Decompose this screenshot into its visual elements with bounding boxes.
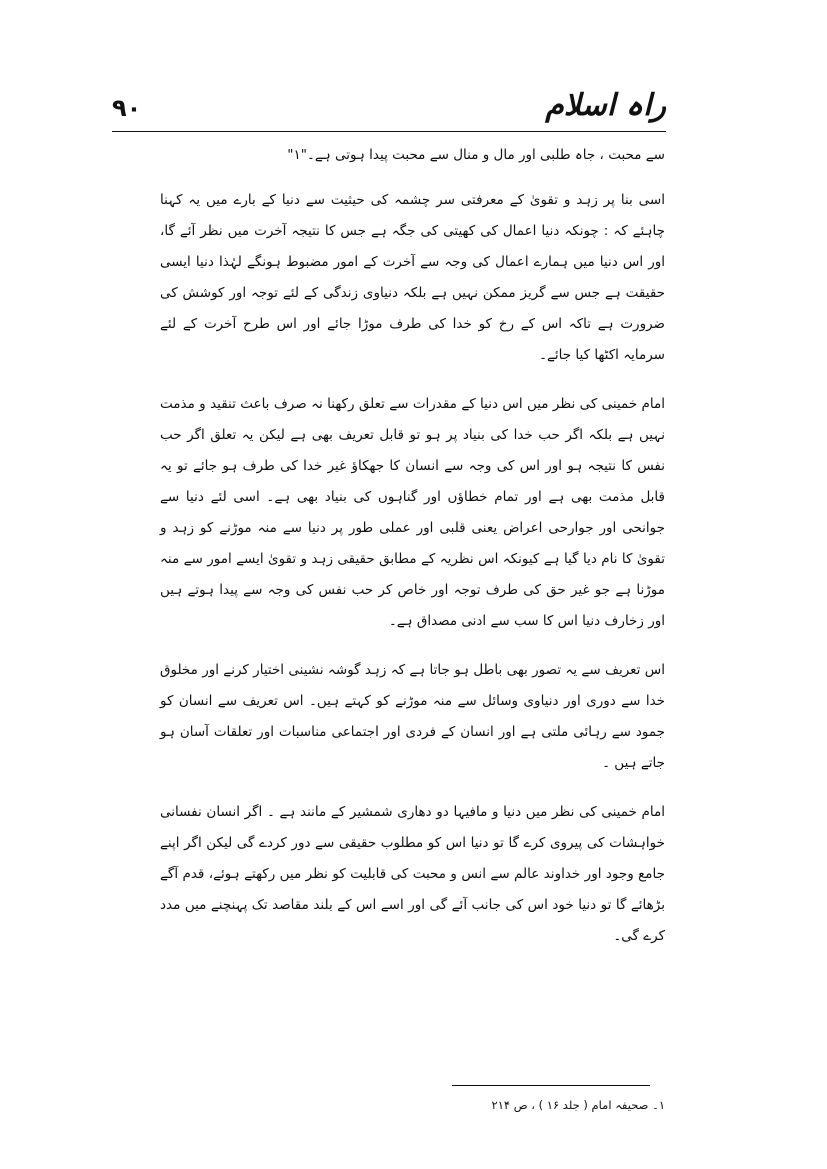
- paragraph: امام خمینی کی نظر میں اس دنیا کے مقدرات سے تعلق رکھنا نہ صرف باعث تنقید و مذمت نہیں ہے بلکہ اگر حب خدا کی بنیاد پر ہو تو قابل تعریف بھی ہے لیکن یہ تعلق اگر حب نفس کا نتیجہ ہو اور اس کی وجہ سے انسان کا جھکاؤ غیر خدا کی طرف ہو جائے تو یہ قابل مذمت بھی ہے اور تمام خطاؤں اور گناہوں کی بنیاد بھی ہے۔ اسی لئے دنیا سے جوانحی اور جوارحی اعراض یعنی قلبی اور عملی طور پر دنیا سے منہ موڑنے کو زہد و تقویٰ کا نام دیا گیا ہے کیونکہ اس نظریہ کے مطابق حقیقی زہد و تقویٰ ایسے امور سے منہ موڑنا ہے جو غیر حق کی طرف توجہ اور خاص کر حب نفس کی وجہ سے پیدا ہوتے ہیں اور زخارف دنیا اس کا سب سے ادنی مصداق ہے۔: [160, 396, 665, 629]
- paragraph: امام خمینی کی نظر میں دنیا و مافیہا دو دھاری شمشیر کے مانند ہے ۔ اگر انسان نفسانی خواہشات کی پیروی کرے گا تو دنیا اس کو مطلوب حقیقی سے دور کردے گی لیکن اگر اپنے جامع وجود اور خداوند عالم سے انس و محبت کی قابلیت کو نظر میں رکھتے ہوئے، قدم آگے بڑھائے گا تو دنیا خود اس کی جانب آئے گی اور اسے اس کے بلند مقاصد تک پہنچنے میں مدد کرے گی۔: [160, 804, 665, 944]
- header-divider: [112, 131, 666, 132]
- paragraph: سے محبت ، جاہ طلبی اور مال و منال سے محبت پیدا ہوتی ہے۔"۱": [287, 147, 665, 163]
- book-title: راہ اسلام: [545, 88, 666, 123]
- page-header: [112, 88, 666, 132]
- paragraph: اسی بنا پر زہد و تقویٰ کے معرفتی سر چشمہ کی حیثیت سے دنیا کے بارے میں یہ کہنا چاہئے کہ : چونکہ دنیا اعمال کی کھیتی کی جگہ ہے جس کا نتیجہ آخرت میں نظر آئے گا، اور اس دنیا میں ہمارے اعمال کی وجہ سے آخرت کے امور مضبوط ہونگے لہٰذا دنیا ایسی حقیقت ہے جس سے گریز ممکن نہیں ہے بلکہ دنیاوی زندگی کے لئے توجہ اور کوشش کی ضرورت ہے تاکہ اس کے رخ کو خدا کی طرف موڑا جائے اور اس طرح آخرت کے لئے سرمایہ اکٹھا کیا جائے۔: [160, 192, 665, 363]
- body-text: [160, 140, 665, 970]
- paragraph: اس تعریف سے یہ تصور بھی باطل ہو جاتا ہے کہ زہد گوشہ نشینی اختیار کرنے اور مخلوق خدا سے دوری اور دنیاوی وسائل سے منہ موڑنے کو کہتے ہیں۔ اس تعریف سے انسان کو جمود سے رہائی ملتی ہے اور انسان کے فردی اور اجتماعی مناسبات اور تعلقات آسان ہو جاتے ہیں ۔: [160, 662, 665, 771]
- page-number: ۹۰: [112, 94, 142, 122]
- footnote: ۱۔ صحیفہ امام ( جلد ۱۶ ) ، ص ۲۱۴: [491, 1098, 665, 1112]
- footnote-divider: [452, 1085, 650, 1086]
